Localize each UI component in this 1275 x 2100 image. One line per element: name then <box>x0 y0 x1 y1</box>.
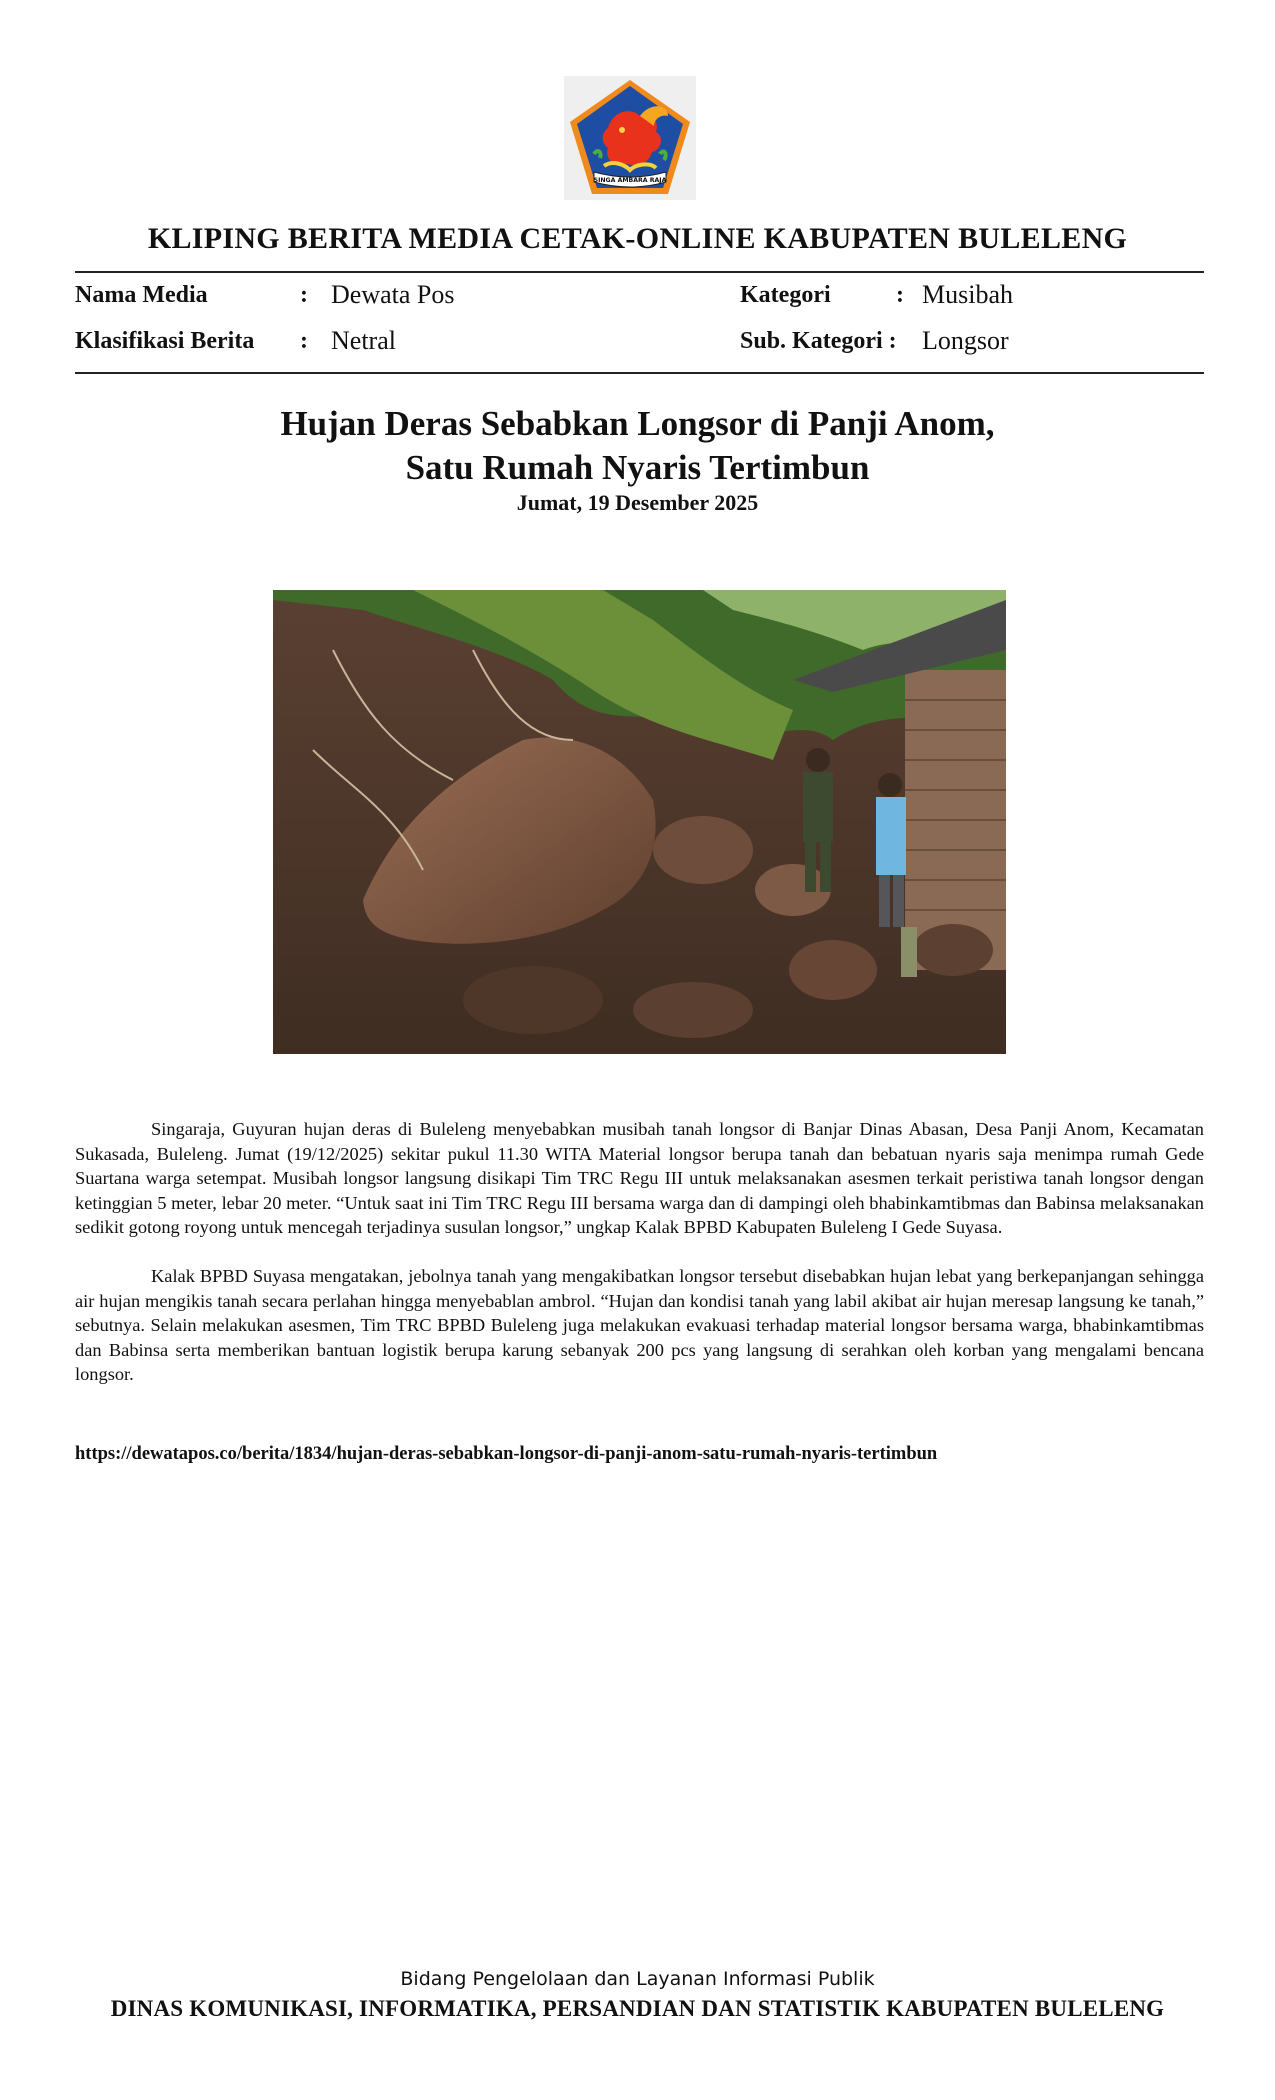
subcategory-value: Longsor <box>922 326 1009 355</box>
media-name-colon: : <box>300 282 308 308</box>
headline-line-1: Hujan Deras Sebabkan Longsor di Panji Anom, <box>280 404 995 443</box>
category-label: Kategori <box>740 282 831 308</box>
classification-label: Klasifikasi Berita <box>75 328 255 354</box>
header-rule-bottom <box>75 372 1204 374</box>
article-headline <box>0 402 1275 490</box>
headline-line-2: Satu Rumah Nyaris Tertimbun <box>405 448 870 487</box>
media-name-value: Dewata Pos <box>331 280 455 309</box>
footer-unit: Bidang Pengelolaan dan Layanan Informasi Publik <box>400 1968 875 1990</box>
category-colon: : <box>896 282 904 308</box>
landslide-photo <box>273 590 1006 1054</box>
classification-colon: : <box>300 328 308 354</box>
subcategory-label: Sub. Kategori : <box>740 328 897 354</box>
source-link[interactable]: https://dewatapos.co/berita/1834/hujan-deras-sebabkan-longsor-di-panji-anom-satu-rumah-nyaris-tertimbun <box>75 1444 938 1464</box>
media-name-label: Nama Media <box>75 282 208 308</box>
article-body <box>75 1117 1204 1411</box>
logo-motto: SINGA AMBARA RAJA <box>593 177 667 184</box>
category-value: Musibah <box>922 280 1013 309</box>
article-date: Jumat, 19 Desember 2025 <box>516 490 759 515</box>
article-paragraph-1: Singaraja, Guyuran hujan deras di Buleleng menyebabkan musibah tanah longsor di Banjar Dinas Abasan, Desa Panji Anom, Kecamatan Sukasada, Buleleng. Jumat (19/12/2025) sekitar pukul 11.30 WITA Material longsor berupa tanah dan bebatuan nyaris saja menimpa rumah Gede Suartana warga setempat. Musibah longsor langsung disikapi Tim TRC Regu III untuk melaksanakan asesmen terkait peristiwa tanah longsor dengan ketinggian 5 meter, lebar 20 meter. “Untuk saat ini Tim TRC Regu III bersama warga dan di dampingi oleh bhabinkamtibmas dan Babinsa melaksanakan sedikit gotong royong untuk mencegah terjadinya susulan longsor,” ungkap Kalak BPBD Kabupaten Buleleng I Gede Suyasa. <box>75 1119 1204 1238</box>
clipping-title: KLIPING BERITA MEDIA CETAK-ONLINE KABUPATEN BULELENG <box>147 222 1128 255</box>
header-rule-top <box>75 271 1204 273</box>
classification-value: Netral <box>331 326 396 355</box>
buleleng-logo <box>564 76 696 200</box>
article-paragraph-2: Kalak BPBD Suyasa mengatakan, jebolnya tanah yang mengakibatkan longsor tersebut disebabkan hujan lebat yang berkepanjangan sehingga air hujan mengikis tanah secara perlahan hingga menyebablan ambrol. “Hujan dan kondisi tanah yang labil akibat air hujan meresap langsung ke tanah,” sebutnya. Selain melakukan asesmen, Tim TRC BPBD Buleleng juga melakukan evakuasi terhadap material longsor bersama warga, bhabinkamtibmas dan Babinsa serta memberikan bantuan logistik berupa karung sebanyak 200 pcs yang langsung di serahkan oleh korban yang mengalami bencana longsor. <box>75 1265 1204 1385</box>
footer-agency: DINAS KOMUNIKASI, INFORMATIKA, PERSANDIAN DAN STATISTIK KABUPATEN BULELENG <box>110 1996 1165 2021</box>
